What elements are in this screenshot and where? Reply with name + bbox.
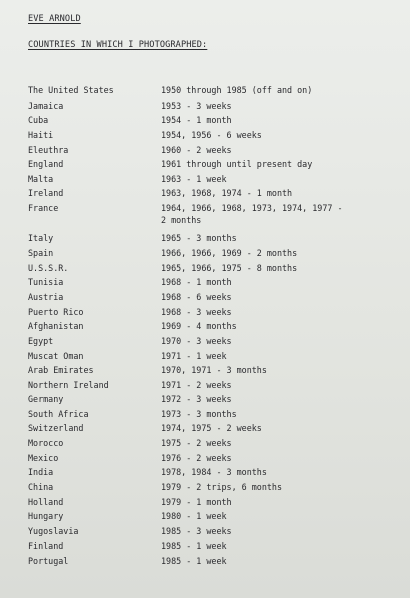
country-name: Hungary (28, 511, 64, 521)
country-name: Tunisia (28, 277, 64, 287)
country-name: South Africa (28, 409, 89, 419)
country-name: Finland (28, 541, 64, 551)
country-name: Arab Emirates (28, 365, 94, 375)
country-name: Northern Ireland (28, 380, 109, 390)
country-name: Ireland (28, 188, 64, 198)
list-title: COUNTRIES IN WHICH I PHOTOGRAPHED: (28, 40, 208, 50)
visit-period: 1954, 1956 - 6 weeks (161, 130, 262, 140)
visit-period: 1963, 1968, 1974 - 1 month (161, 188, 293, 198)
country-name: Austria (28, 292, 64, 302)
country-name: England (28, 159, 64, 169)
country-name: Afghanistan (28, 321, 84, 331)
country-name: Muscat Oman (28, 351, 84, 361)
country-name: The United States (28, 85, 114, 95)
visit-period: 1974, 1975 - 2 weeks (161, 423, 262, 433)
country-name: Malta (28, 174, 54, 184)
visit-period: 1950 through 1985 (off and on) (161, 85, 313, 95)
country-name: Haiti (28, 130, 54, 140)
country-name: India (28, 467, 54, 477)
visit-period: 1965, 1966, 1975 - 8 months (161, 263, 298, 273)
visit-period: 1961 through until present day (161, 159, 313, 169)
visit-period: 1968 - 6 weeks (161, 292, 232, 302)
visit-period: 1971 - 1 week (161, 351, 227, 361)
visit-period: 1968 - 1 month (161, 277, 232, 287)
visit-period: 1963 - 1 week (161, 174, 227, 184)
visit-period: 1976 - 2 weeks (161, 453, 232, 463)
visit-period: 1985 - 3 weeks (161, 526, 232, 536)
visit-period: 1975 - 2 weeks (161, 438, 232, 448)
country-name: Switzerland (28, 423, 84, 433)
visit-period: 1970, 1971 - 3 months (161, 365, 267, 375)
country-name: Italy (28, 233, 54, 243)
visit-period: 1980 - 1 week (161, 511, 227, 521)
country-name: Holland (28, 497, 64, 507)
visit-period: 1978, 1984 - 3 months (161, 467, 267, 477)
visit-period: 1968 - 3 weeks (161, 307, 232, 317)
country-name: Eleuthra (28, 145, 69, 155)
country-name: Cuba (28, 115, 49, 125)
country-name: Puerto Rico (28, 307, 84, 317)
country-name: Mexico (28, 453, 59, 463)
visit-period: 1966, 1966, 1969 - 2 months (161, 248, 298, 258)
visit-period: 1972 - 3 weeks (161, 394, 232, 404)
country-name: France (28, 203, 59, 213)
author-name: EVE ARNOLD (28, 14, 81, 24)
visit-period: 1960 - 2 weeks (161, 145, 232, 155)
country-name: Egypt (28, 336, 54, 346)
visit-period: 1970 - 3 weeks (161, 336, 232, 346)
country-name: Germany (28, 394, 64, 404)
country-name: China (28, 482, 54, 492)
visit-period: 1953 - 3 weeks (161, 101, 232, 111)
visit-period: 1979 - 2 trips, 6 months (161, 482, 283, 492)
visit-period: 1973 - 3 months (161, 409, 237, 419)
visit-period: 1971 - 2 weeks (161, 380, 232, 390)
visit-period: 1964, 1966, 1968, 1973, 1974, 1977 - (161, 203, 343, 213)
visit-period: 1985 - 1 week (161, 541, 227, 551)
visit-period: 1985 - 1 week (161, 556, 227, 566)
country-name: Jamaica (28, 101, 64, 111)
visit-period: 1965 - 3 months (161, 233, 237, 243)
country-name: Yugoslavia (28, 526, 79, 536)
country-name: U.S.S.R. (28, 263, 69, 273)
visit-period: 1979 - 1 month (161, 497, 232, 507)
country-name: Morocco (28, 438, 64, 448)
country-name: Spain (28, 248, 54, 258)
france-period-continuation: 2 months (161, 215, 202, 225)
visit-period: 1969 - 4 months (161, 321, 237, 331)
visit-period: 1954 - 1 month (161, 115, 232, 125)
country-name: Portugal (28, 556, 69, 566)
